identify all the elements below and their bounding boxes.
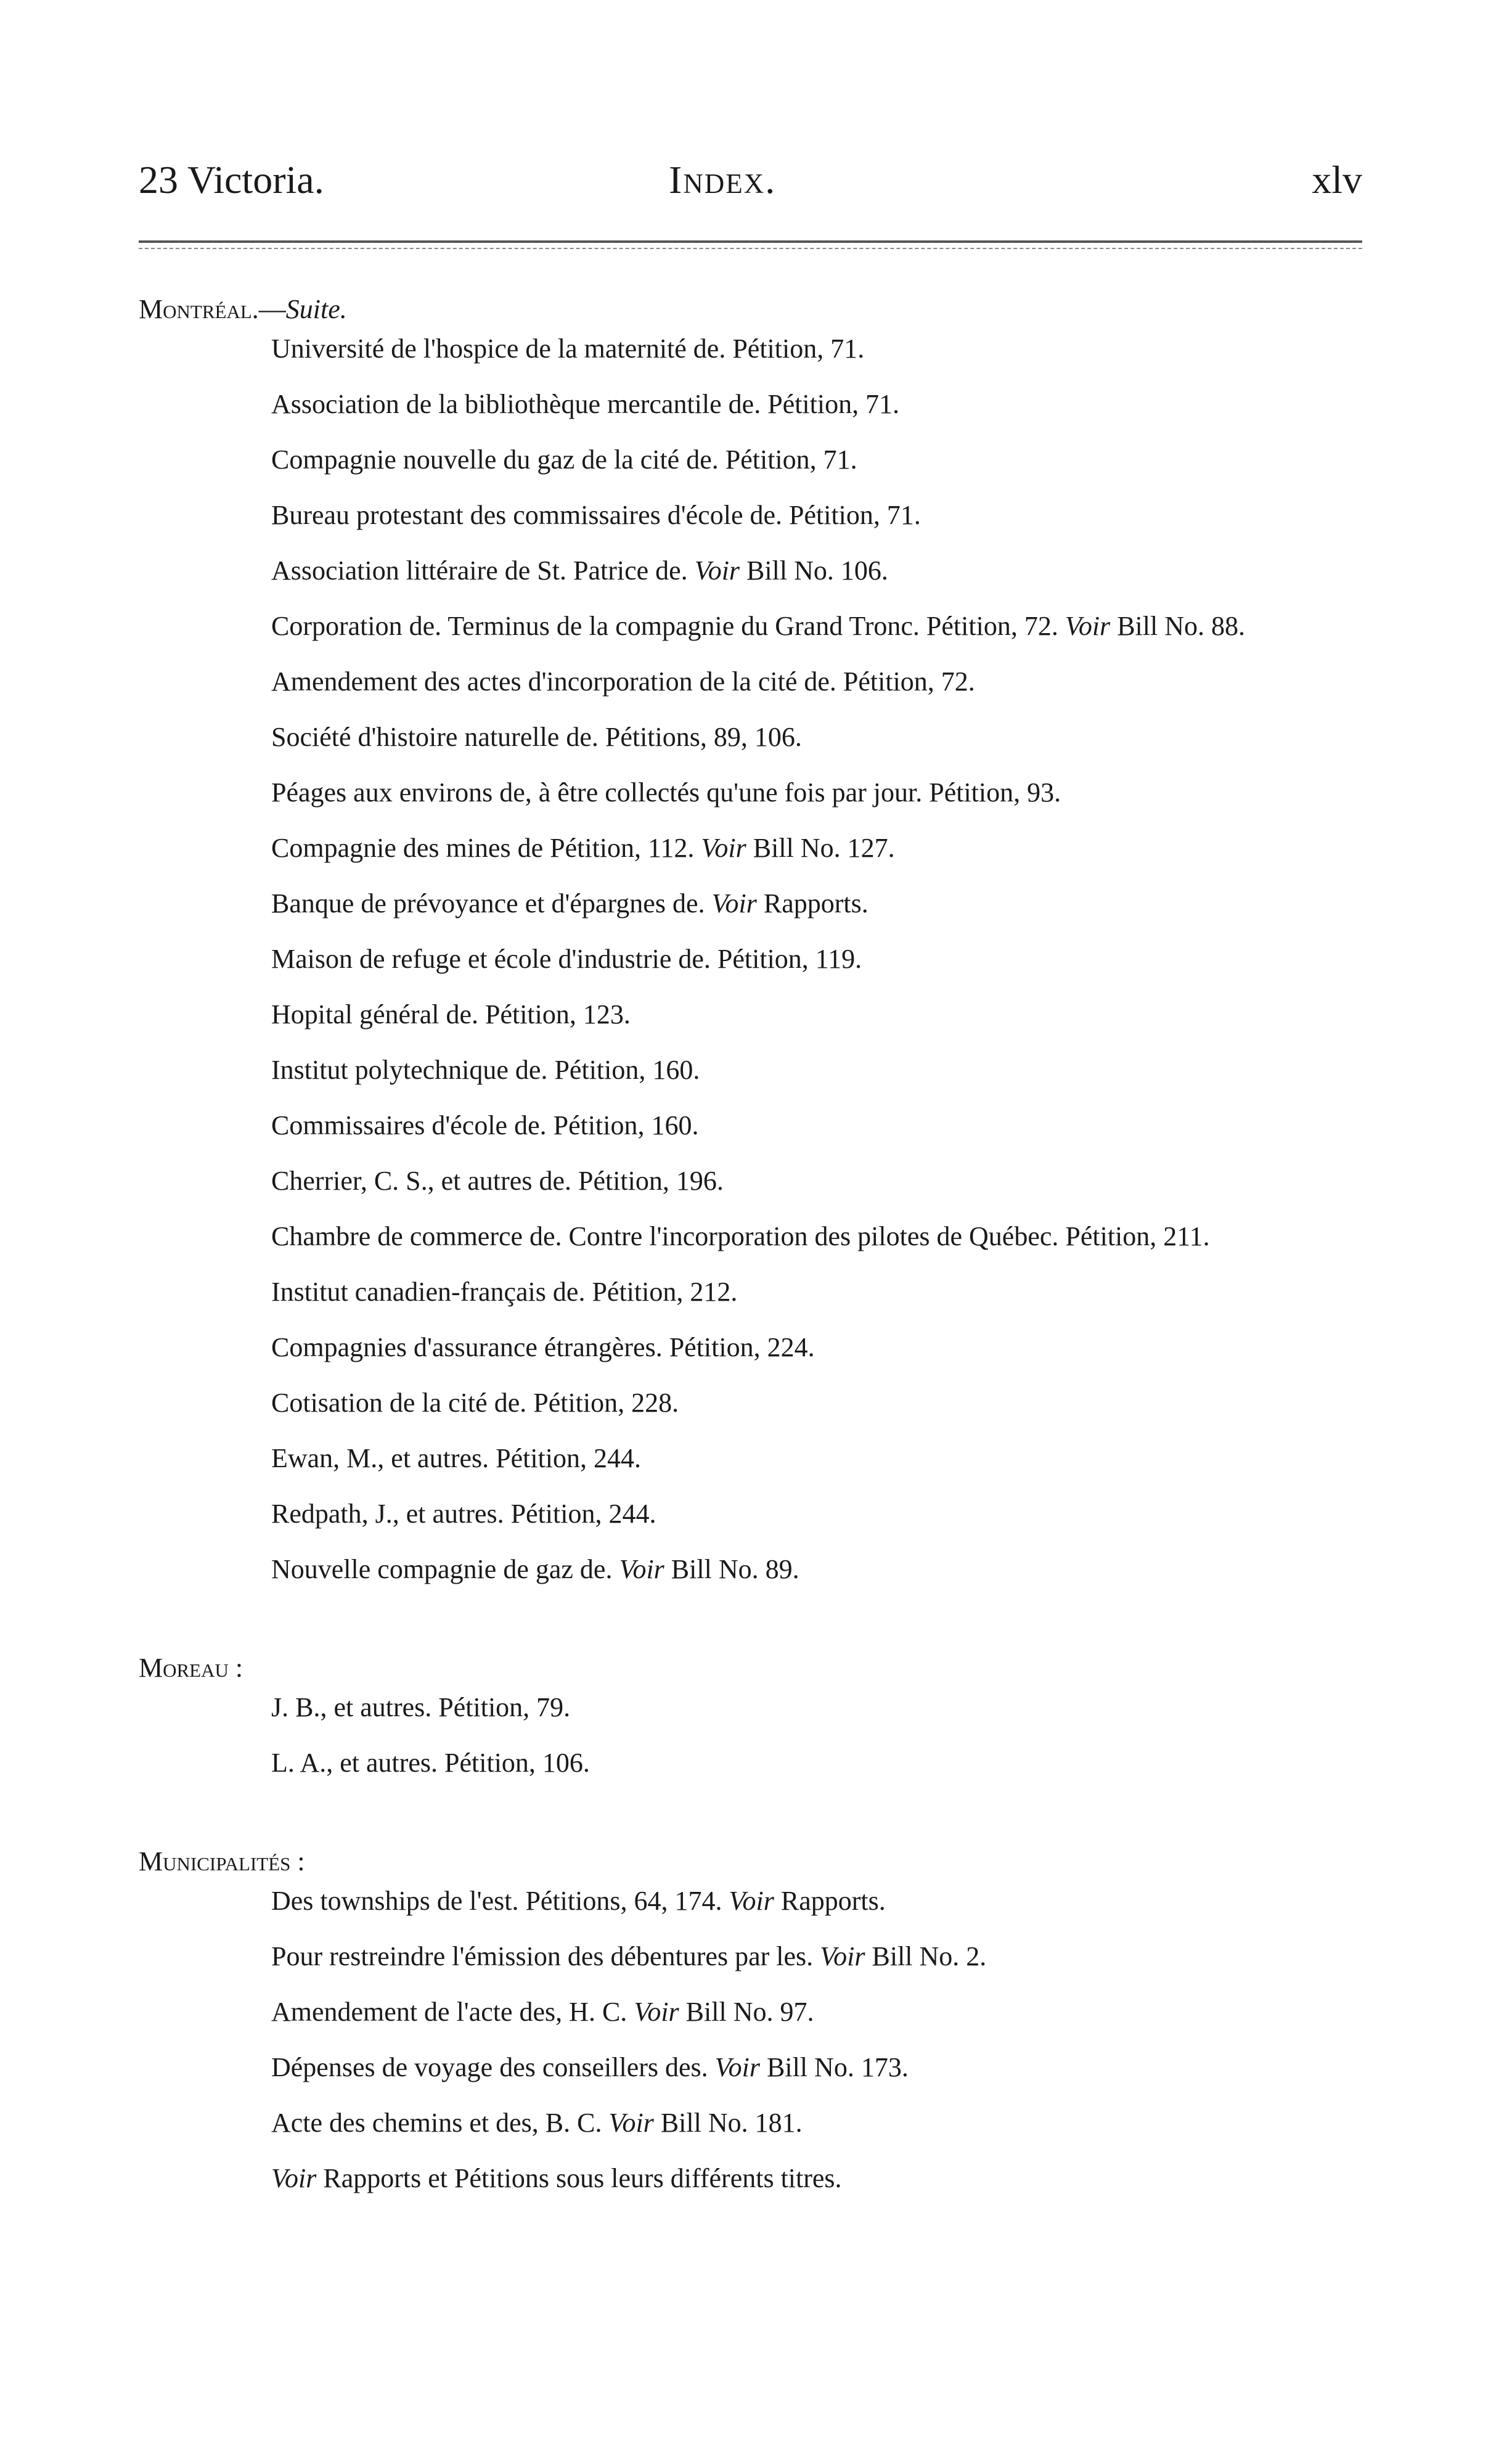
entry-text: Université de l'hospice de la maternité de. Pétition, 71.: [271, 334, 865, 364]
entry-reference: Rapports.: [780, 1886, 886, 1916]
entry-text: Banque de prévoyance et d'épargnes de.: [271, 888, 712, 919]
index-entry: [271, 718, 1362, 757]
section-gap: [139, 1799, 1362, 1830]
entry-list: [271, 1881, 1362, 2198]
entry-text: Compagnie des mines de Pétition, 112.: [271, 833, 701, 863]
header-volume: 23 Victoria.: [139, 158, 324, 202]
index-entry: [271, 1161, 1362, 1201]
section-heading-text: Municipalités :: [139, 1846, 305, 1876]
entry-text: Acte des chemins et des, B. C.: [271, 2108, 609, 2138]
index-entry: [271, 2159, 1362, 2198]
section-heading-text: Moreau :: [139, 1653, 243, 1683]
entry-text: Péages aux environs de, à être collectés qu'une fois par jour. Pétition, 93.: [271, 777, 1061, 808]
index-entry: [271, 607, 1362, 646]
entry-text: Corporation de. Terminus de la compagnie du Grand Tronc. Pétition, 72.: [271, 611, 1065, 641]
index-entry: [271, 1688, 1362, 1727]
index-entry: [271, 1328, 1362, 1367]
header-title: Index.: [669, 158, 777, 202]
entry-voir: Voir: [271, 2163, 324, 2193]
entry-voir: Voir: [608, 2108, 661, 2138]
index-entry: [271, 939, 1362, 979]
index-entry: [271, 551, 1362, 591]
index-entry: [271, 773, 1362, 812]
entry-reference: Bill No. 106.: [746, 555, 888, 586]
entry-voir: Voir: [701, 833, 753, 863]
index-entry: [271, 1050, 1362, 1090]
entry-text: Compagnies d'assurance étrangères. Pétition, 224.: [271, 1332, 815, 1362]
entry-voir: Voir: [634, 1997, 686, 2027]
entry-text: Ewan, M., et autres. Pétition, 244.: [271, 1443, 642, 1473]
entry-reference: Bill No. 173.: [767, 2052, 909, 2082]
entry-voir: Voir: [711, 888, 764, 919]
running-head: [139, 157, 1362, 219]
entry-list: [271, 329, 1362, 1589]
entry-text: Commissaires d'école de. Pétition, 160.: [271, 1110, 699, 1140]
entry-text: J. B., et autres. Pétition, 79.: [271, 1692, 571, 1722]
entry-reference: Bill No. 97.: [685, 1997, 814, 2027]
index-entry: [271, 1439, 1362, 1478]
index-entry: [271, 1937, 1362, 1976]
index-entry: [271, 1494, 1362, 1534]
entry-text: Chambre de commerce de. Contre l'incorporation des pilotes de Québec. Pétition, 211.: [271, 1221, 1210, 1251]
index-entry: [271, 385, 1362, 424]
entry-reference: Rapports.: [763, 888, 868, 919]
entry-text: Dépenses de voyage des conseillers des.: [271, 2052, 715, 2082]
entry-text: Institut polytechnique de. Pétition, 160.: [271, 1055, 700, 1085]
entry-text: Redpath, J., et autres. Pétition, 244.: [271, 1499, 656, 1529]
section-heading: [139, 1648, 1362, 1688]
index-entry: [271, 1992, 1362, 2032]
index-entry: [271, 1272, 1362, 1312]
section-gap: [139, 1605, 1362, 1636]
index-entry: [271, 1881, 1362, 1921]
entry-text: Cotisation de la cité de. Pétition, 228.: [271, 1388, 679, 1418]
entry-reference: Bill No. 2.: [872, 1941, 987, 1971]
entry-voir: Voir: [714, 2052, 767, 2082]
section-heading: [139, 290, 1362, 329]
entry-text: Cherrier, C. S., et autres de. Pétition, 196.: [271, 1166, 724, 1196]
header-rule: [139, 240, 1362, 243]
entry-list: [271, 1688, 1362, 1783]
index-entry: [271, 829, 1362, 868]
index-entry: [271, 2103, 1362, 2143]
index-entry: [271, 995, 1362, 1034]
section-heading: [139, 1842, 1362, 1881]
entry-voir: Voir: [729, 1886, 781, 1916]
entry-text: Amendement des actes d'incorporation de la cité de. Pétition, 72.: [271, 666, 975, 697]
index-entry: [271, 440, 1362, 480]
entry-voir: Voir: [1065, 611, 1118, 641]
header-page-number: xlv: [1312, 158, 1362, 202]
entry-voir: Voir: [820, 1941, 872, 1971]
entry-text: Bureau protestant des commissaires d'école de. Pétition, 71.: [271, 500, 921, 530]
entry-text: Compagnie nouvelle du gaz de la cité de. Pétition, 71.: [271, 444, 857, 475]
index-entry: [271, 1383, 1362, 1423]
entry-text: Association de la bibliothèque mercantile de. Pétition, 71.: [271, 389, 900, 419]
entry-voir: Voir: [694, 555, 747, 586]
entry-reference: Bill No. 88.: [1117, 611, 1245, 641]
entry-text: Maison de refuge et école d'industrie de. Pétition, 119.: [271, 944, 862, 974]
entry-text: Des townships de l'est. Pétitions, 64, 174.: [271, 1886, 729, 1916]
entry-reference: Rapports et Pétitions sous leurs différents titres.: [323, 2163, 842, 2193]
section-heading-text: Montréal.—: [139, 294, 286, 324]
index-entry: [271, 1217, 1362, 1256]
index-entry: [271, 1743, 1362, 1783]
header-rule-secondary: [139, 248, 1362, 249]
index-entry: [271, 329, 1362, 369]
entry-text: Société d'histoire naturelle de. Pétitions, 89, 106.: [271, 722, 802, 752]
entry-text: Association littéraire de St. Patrice de.: [271, 555, 695, 586]
entry-reference: Bill No. 89.: [671, 1554, 799, 1584]
entry-text: Pour restreindre l'émission des débentures par les.: [271, 1941, 820, 1971]
entry-reference: Bill No. 127.: [753, 833, 895, 863]
entry-text: L. A., et autres. Pétition, 106.: [271, 1748, 590, 1778]
entry-text: Amendement de l'acte des, H. C.: [271, 1997, 634, 2027]
entry-reference: Bill No. 181.: [660, 2108, 803, 2138]
entry-text: Hopital général de. Pétition, 123.: [271, 999, 631, 1029]
index-entry: [271, 884, 1362, 923]
entry-text: Institut canadien-français de. Pétition, 212.: [271, 1277, 738, 1307]
entry-voir: Voir: [619, 1554, 671, 1584]
index-entry: [271, 662, 1362, 702]
index-entry: [271, 2048, 1362, 2087]
index-entry: [271, 1550, 1362, 1589]
index-entry: [271, 496, 1362, 535]
entry-text: Nouvelle compagnie de gaz de.: [271, 1554, 619, 1584]
index-entry: [271, 1106, 1362, 1145]
section-heading-suffix: Suite.: [285, 294, 347, 324]
index-content: [139, 277, 1362, 2214]
